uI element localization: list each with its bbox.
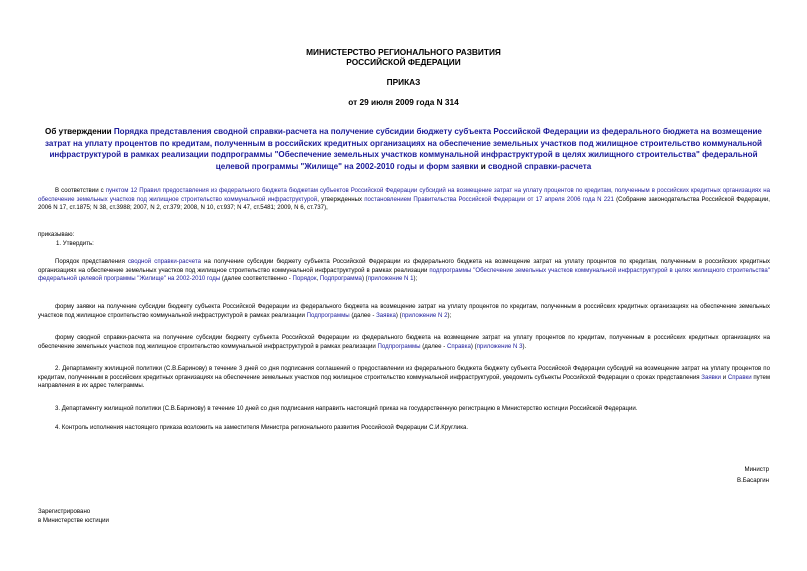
form-calc-link-certificate[interactable]: Справка — [446, 342, 471, 350]
order-text-5: ) ( — [361, 275, 368, 283]
ministry-line-1: МИНИСТЕРСТВО РЕГИОНАЛЬНОГО РАЗВИТИЯ — [306, 47, 501, 57]
order-paragraph — [38, 258, 770, 284]
item-2-link-application[interactable]: Заявки — [701, 373, 721, 381]
preamble-link-rules[interactable]: пунктом 12 Правил предоставления из федерального бюджета бюджетам субъектов Российской Федерации субсидий на возмещение затрат на уплату процентов по кредитам, полученным в российских кредитных организациях на обеспечение земельных участков под жилищное строительство коммунальной инфраструктурой — [38, 187, 770, 203]
ministry-line-2: РОССИЙСКОЙ ФЕДЕРАЦИИ — [346, 57, 461, 67]
form-calc-text-3: ) ( — [470, 342, 477, 350]
ministry-name — [0, 47, 807, 67]
document-date: от 29 июля 2009 года N 314 — [348, 97, 459, 107]
form-calc-text-2: (далее - — [420, 342, 447, 350]
item-2-text-3: путем направления в их адрес телеграммы. — [38, 373, 771, 390]
order-text-3: (далее соответственно - — [220, 275, 293, 283]
form-application-paragraph — [38, 303, 770, 320]
form-calc-link-appendix-3[interactable]: приложение N 3 — [476, 342, 523, 350]
form-calc-text-4: ). — [522, 342, 527, 350]
title-link-calc[interactable]: сводной справки-расчета — [488, 161, 592, 171]
order-link-procedure[interactable]: Порядок — [292, 275, 317, 283]
item-2-text-2: и — [720, 373, 728, 381]
order-link-subprogram-short[interactable]: Подпрограмма — [319, 275, 362, 283]
signature-name: В.Басаргин — [737, 477, 769, 484]
order-text-6: ); — [413, 275, 418, 283]
signature-position: Министр — [744, 466, 769, 473]
item-2-paragraph — [38, 365, 770, 391]
form-app-text-2: (далее - — [349, 311, 377, 319]
registration-line-2: в Министерстве юстиции — [38, 517, 109, 524]
registration-line-1: Зарегистрировано — [38, 508, 91, 515]
item-4-paragraph: 4. Контроль исполнения настоящего приказа возложить на заместителя Министра регионального развития Российской Федерации С.И.Круглика. — [55, 424, 469, 431]
form-app-link-subprogram[interactable]: Подпрограммы — [306, 311, 350, 319]
order-link-appendix-1[interactable]: приложение N 1 — [367, 275, 414, 283]
item-2-text-1: 2. Департаменту жилищной политики (С.В.Баринову) в течение 3 дней со дня подписания соглашений о предоставлении из федерального бюджета бюджету субъекта Российской Федерации субсидий на возмещение затрат на уплату процентов по кредитам, полученным в российских кредитных организациях на обеспечение земельных участков под жилищное строительство коммунальной инфраструктурой, уведомить субъекты Российской Федерации о сроках представления — [38, 365, 770, 381]
preamble-text-3: (Собрание законодательства Российской Федерации, 2006 N 17, ст.1875; N 38, ст.3988; 2007, N 2, ст.379; 2008, N 10, ст.937; N 47, ст.5481; 2009, N 6, ст.737), — [38, 195, 770, 212]
order-link-calc[interactable]: сводной справки-расчета — [128, 258, 201, 265]
order-text-4: , — [316, 275, 320, 283]
form-app-text-4: ); — [447, 311, 452, 319]
item-2-link-certificate[interactable]: Справки — [727, 373, 752, 381]
item-1-approve: 1. Утвердить: — [56, 240, 94, 247]
form-app-text-1: форму заявки на получение субсидии бюджету субъекта Российской Федерации из федерального бюджета на возмещение затрат на уплату процентов по кредитам, полученным в российских кредитных организациях на обеспечение земельных участков под жилищное строительство коммунальной инфраструктурой в рамках реализации — [38, 303, 770, 319]
form-calc-link-subprogram[interactable]: Подпрограммы — [377, 342, 421, 350]
preamble-text-2: , утвержденных — [317, 195, 365, 203]
form-app-text-3: ) ( — [395, 311, 402, 319]
form-calc-paragraph — [38, 334, 770, 351]
order-text-1: Порядок представления — [55, 258, 128, 265]
order-text-2: на получение субсидии бюджету субъекта Российской Федерации из федерального бюджета на возмещение затрат на уплату процентов по кредитам, полученным в российских кредитных организациях на обеспечение земельных участков под жилищное строительство коммунальной инфраструктурой в рамках реализации — [38, 258, 770, 274]
title-middle: и — [478, 161, 489, 171]
order-link-subprogram[interactable]: подпрограммы "Обеспечение земельных участков коммунальной инфраструктурой в целях жилищного строительства" федеральной целевой программы "Жилище" на 2002-2010 годы — [38, 266, 770, 283]
title-prefix: Об утверждении — [45, 127, 114, 136]
preamble-text-1: В соответствии с — [55, 187, 106, 194]
preamble-link-decree[interactable]: постановлением Правительства Российской Федерации от 17 апреля 2006 года N 221 — [364, 195, 614, 203]
document-title — [34, 126, 773, 172]
form-app-link-appendix-2[interactable]: приложение N 2 — [401, 311, 448, 319]
document-type: ПРИКАЗ — [386, 77, 421, 87]
title-link-procedure[interactable]: Порядка представления сводной справки-расчета на получение субсидии бюджету субъекта Российской Федерации из федерального бюджета на возмещение затрат на уплату процентов по кредитам, полученным в российских кредитных организациях на обеспечение земельных участков под жилищное строительство коммунальной инфраструктурой в рамках реализации подпрограммы "Обеспечение земельных участков коммунальной инфраструктурой в целях жилищного строительства" федеральной целевой программы "Жилище" на 2002-2010 годы и форм заявки — [44, 127, 763, 171]
preamble-paragraph — [38, 187, 770, 213]
item-3-paragraph: 3. Департаменту жилищной политики (С.В.Баринову) в течение 10 дней со дня подписания направить настоящий приказ на государственную регистрацию в Министерство юстиции Российской Федерации. — [55, 405, 638, 412]
form-app-link-application[interactable]: Заявка — [376, 311, 396, 319]
order-word: приказываю: — [38, 231, 75, 238]
form-calc-text-1: форму сводной справки-расчета на получение субсидии бюджету субъекта Российской Федерации из федерального бюджета на возмещение затрат на уплату процентов по кредитам, полученным в российских кредитных организациях на обеспечение земельных участков под жилищное строительство коммунальной инфраструктурой в рамках реализации — [38, 334, 770, 350]
